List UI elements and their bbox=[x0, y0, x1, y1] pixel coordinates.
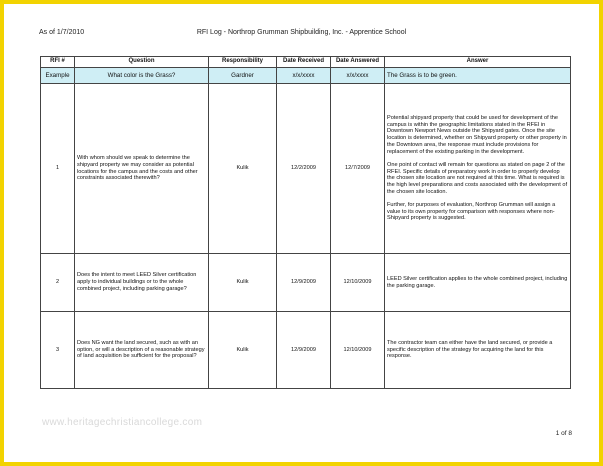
date-received-cell: x/x/xxxx bbox=[277, 68, 331, 84]
date-received-cell: 12/9/2009 bbox=[277, 254, 331, 312]
responsibility-cell: Kulik bbox=[209, 84, 277, 254]
column-header-answer: Answer bbox=[385, 57, 571, 68]
answer-paragraph: Further, for purposes of evaluation, Northrop Grumman will assign a value to its own property for comparison with responses where non-Shipyard property is suggested. bbox=[387, 201, 556, 222]
document-page bbox=[4, 4, 599, 462]
answer-cell bbox=[385, 312, 571, 389]
rfi-number: 1 bbox=[41, 84, 75, 254]
answer-paragraph: One point of contact will remain for questions as stated on page 2 of the RFEI. Specific details of preparatory work in order to properly develop the chosen site location are not required at this time. What is required is the high level preparations and costs associated with the development of the chosen site location. bbox=[387, 161, 568, 195]
column-header-date-answered: Date Answered bbox=[331, 57, 385, 68]
responsibility-cell: Gardner bbox=[209, 68, 277, 84]
table-header-row bbox=[41, 57, 571, 68]
question-cell: Does the intent to meet LEED Silver certification apply to individual buildings or to the whole combined project, including parking garage? bbox=[75, 254, 209, 312]
example-row bbox=[41, 68, 571, 84]
date-received-cell: 12/2/2009 bbox=[277, 84, 331, 254]
answer-paragraph: Potential shipyard property that could be used for development of the campus is within the geographic limitations stated in the RFEI in Downtown Newport News outside the Shipyard gates. Once the site location is determined, whether on Shipyard property or other property in the Downtown area, the response must include provisions for replacement of the existing parking in the development. bbox=[387, 114, 567, 155]
responsibility-cell: Kulik bbox=[209, 254, 277, 312]
date-received-cell: 12/9/2009 bbox=[277, 312, 331, 389]
table-row bbox=[41, 312, 571, 389]
rfi-number: 3 bbox=[41, 312, 75, 389]
date-answered-cell: 12/7/2009 bbox=[331, 84, 385, 254]
column-header-date-received: Date Received bbox=[277, 57, 331, 68]
page-number: 1 of 8 bbox=[555, 430, 572, 437]
rfi-log-table bbox=[40, 56, 571, 389]
rfi-number: Example bbox=[41, 68, 75, 84]
table-row bbox=[41, 254, 571, 312]
answer-paragraph: LEED Silver certification applies to the whole combined project, including the parking garage. bbox=[387, 275, 568, 289]
page-title: RFI Log - Northrop Grumman Shipbuilding, Inc. - Apprentice School bbox=[196, 29, 407, 36]
answer-paragraph: The contractor team can either have the land secured, or provide a specific description of the strategy for acquiring the land for this response. bbox=[387, 339, 553, 360]
rfi-number: 2 bbox=[41, 254, 75, 312]
date-answered-cell: 12/10/2009 bbox=[331, 312, 385, 389]
answer-cell bbox=[385, 84, 571, 254]
question-cell: With whom should we speak to determine the shipyard property we may consider as potential locations for the campus and the costs and other constraints associated therewith? bbox=[75, 84, 209, 254]
question-cell: What color is the Grass? bbox=[75, 68, 209, 84]
answer-cell: The Grass is to be green. bbox=[385, 68, 571, 84]
date-answered-cell: x/x/xxxx bbox=[331, 68, 385, 84]
column-header-rfi: RFI # bbox=[41, 57, 75, 68]
answer-cell bbox=[385, 254, 571, 312]
column-header-responsibility: Responsibility bbox=[209, 57, 277, 68]
column-header-question: Question bbox=[75, 57, 209, 68]
watermark: www.heritagechristiancollege.com bbox=[42, 417, 203, 428]
question-cell: Does NG want the land secured, such as with an option, or will a description of a reasonable strategy of land acquisition be sufficient for the proposal? bbox=[75, 312, 209, 389]
as-of-date: As of 1/7/2010 bbox=[39, 29, 85, 36]
table-row bbox=[41, 84, 571, 254]
responsibility-cell: Kulik bbox=[209, 312, 277, 389]
date-answered-cell: 12/10/2009 bbox=[331, 254, 385, 312]
